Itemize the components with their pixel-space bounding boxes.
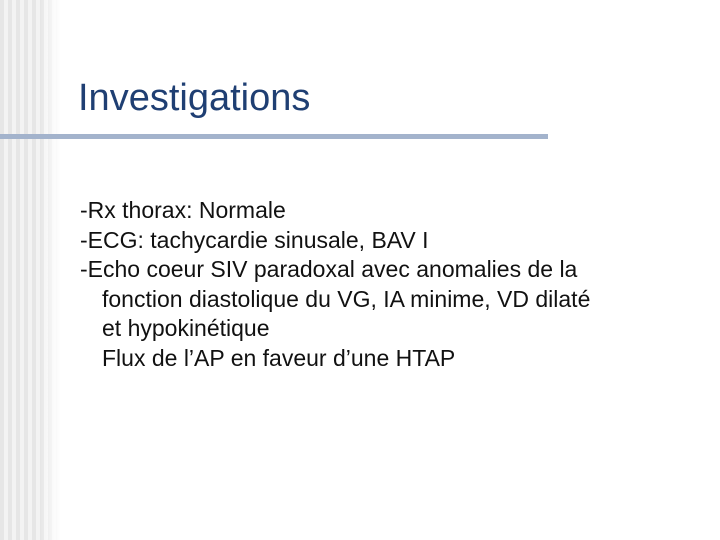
body-line-rx: -Rx thorax: Normale bbox=[80, 197, 286, 223]
slide-title: Investigations bbox=[78, 77, 311, 119]
body-line-ecg: -ECG: tachycardie sinusale, BAV I bbox=[80, 226, 429, 253]
body-line-flux: Flux de l’AP en faveur d’une HTAP bbox=[102, 344, 456, 371]
decorative-stripes bbox=[0, 0, 60, 540]
body-line-echo: -Echo coeur SIV paradoxal avec anomalies de la bbox=[80, 256, 578, 282]
title-underline bbox=[0, 134, 548, 139]
body-line-echo-cont-2: et hypokinétique bbox=[102, 315, 270, 341]
body-line-echo-cont-1: fonction diastolique du VG, IA minime, VD dilaté bbox=[102, 285, 591, 312]
slide-body bbox=[80, 196, 710, 373]
